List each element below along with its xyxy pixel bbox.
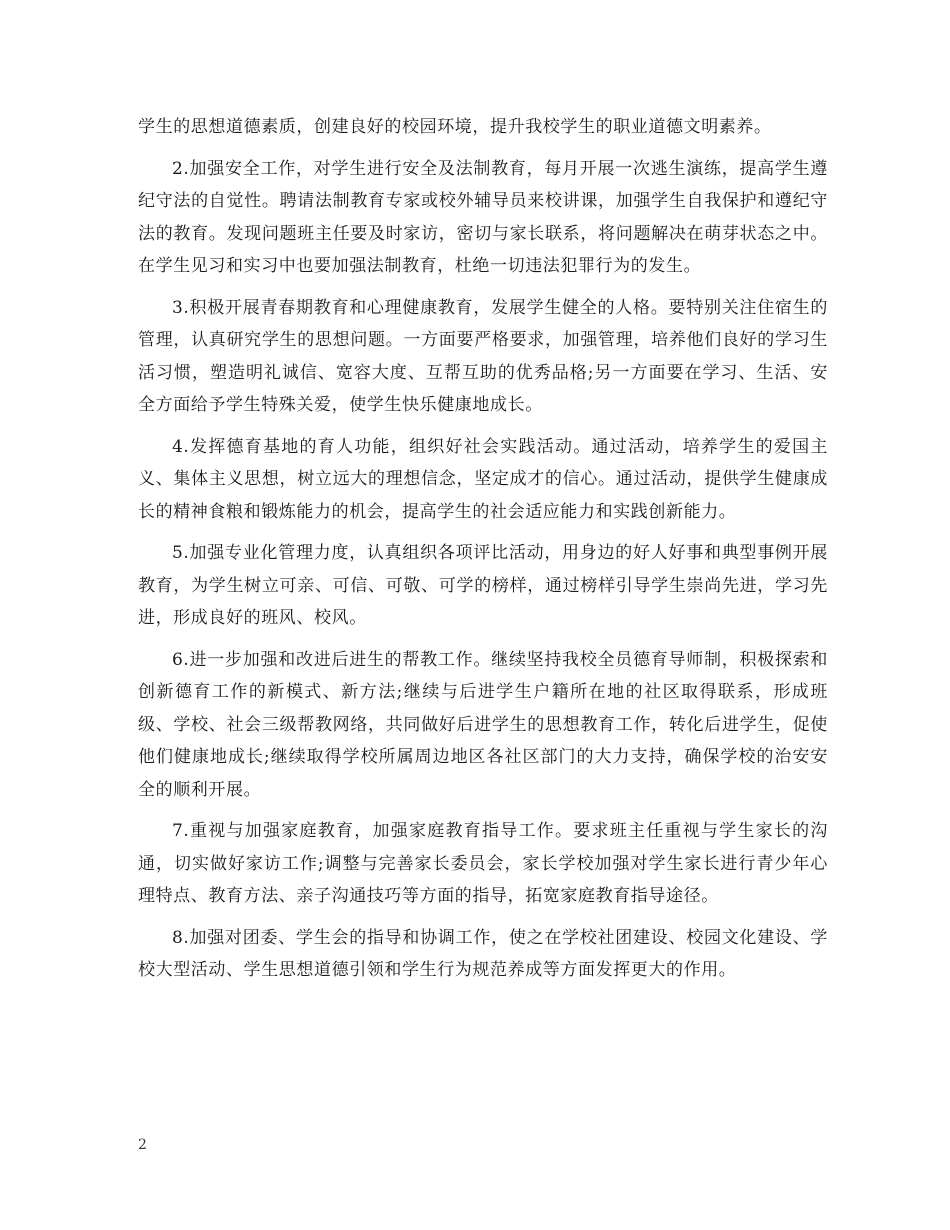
paragraph-item-8: 8.加强对团委、学生会的指导和协调工作，使之在学校社团建设、校园文化建设、学校大型活动、学生思想道德引领和学生行为规范养成等方面发挥更大的作用。 (138, 927, 828, 980)
page-number: 2 (138, 1137, 147, 1153)
paragraph-item-2: 2.加强安全工作，对学生进行安全及法制教育，每月开展一次逃生演练，提高学生遵纪守法的自觉性。聘请法制教育专家或校外辅导员来校讲课，加强学生自我保护和遵纪守法的教育。发现问题班主任要及时家访，密切与家长联系，将问题解决在萌芽状态之中。在学生见习和实习中也要加强法制教育，杜绝一切违法犯罪行为的发生。 (138, 158, 828, 276)
paragraph-item-6: 6.进一步加强和改进后进生的帮教工作。继续坚持我校全员德育导师制，积极探索和创新德育工作的新模式、新方法;继续与后进学生户籍所在地的社区取得联系，形成班级、学校、社会三级帮教网络，共同做好后进学生的思想教育工作，转化后进学生，促使他们健康地成长;继续取得学校所属周边地区各社区部门的大力支持，确保学校的治安安全的顺利开展。 (138, 649, 828, 800)
paragraph-continuation: 学生的思想道德素质，创建良好的校园环境，提升我校学生的职业道德文明素养。 (138, 117, 772, 137)
paragraph-item-5: 5.加强专业化管理力度，认真组织各项评比活动，用身边的好人好事和典型事例开展教育，为学生树立可亲、可信、可敬、可学的榜样，通过榜样引导学生崇尚先进，学习先进，形成良好的班风、校风。 (138, 543, 828, 628)
paragraph-item-3: 3.积极开展青春期教育和心理健康教育，发展学生健全的人格。要特别关注住宿生的管理，认真研究学生的思想问题。一方面要严格要求，加强管理，培养他们良好的学习生活习惯，塑造明礼诚信、宽容大度、互帮互助的优秀品格;另一方面要在学习、生活、安全方面给予学生特殊关爱，使学生快乐健康地成长。 (138, 297, 828, 415)
paragraph-item-4: 4.发挥德育基地的育人功能，组织好社会实践活动。通过活动，培养学生的爱国主义、集体主义思想，树立远大的理想信念，坚定成才的信心。通过活动，提供学生健康成长的精神食粮和锻炼能力的机会，提高学生的社会适应能力和实践创新能力。 (138, 436, 828, 522)
paragraph-item-7: 7.重视与加强家庭教育，加强家庭教育指导工作。要求班主任重视与学生家长的沟通，切实做好家访工作;调整与完善家长委员会，家长学校加强对学生家长进行青少年心理特点、教育方法、亲子沟通技巧等方面的指导，拓宽家庭教育指导途径。 (138, 821, 828, 906)
document-body (138, 111, 828, 996)
